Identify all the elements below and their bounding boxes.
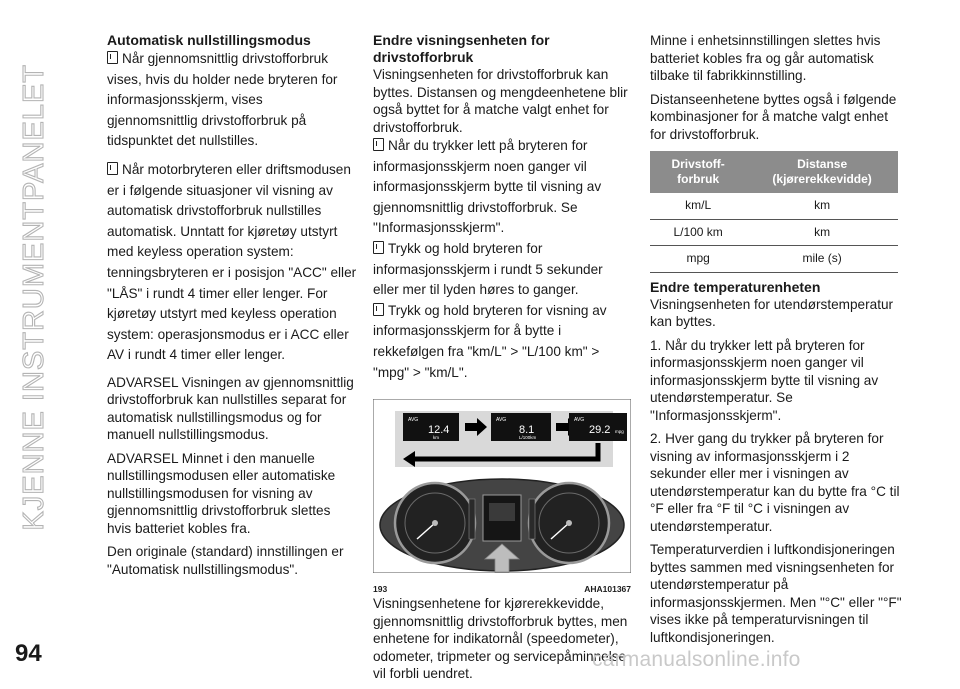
screen-3-unit: mpg: [615, 429, 624, 435]
fuel-unit-outro: Visningsenhetene for kjørerekkevidde, gjennomsnittlig drivstofforbruk byttes, men enhetene for indikatornål (speedometer), odometer, tripmeter og servicepåminnelse vil forbli uendret.: [373, 596, 628, 682]
figure-number: 193: [373, 583, 388, 594]
warning-1: ADVARSEL Visningen av gjennomsnittlig drivstofforbruk kan nullstilles separat for automatisk nullstillingsmodus og for manuell nullstillingsmodus.: [107, 374, 354, 443]
column-1: [107, 32, 357, 584]
table-cell: km: [746, 219, 898, 246]
temperature-ac-note: Temperaturverdien i luftkondisjoneringen byttes sammen med visningsenheten for utendørstemperatur på informasjonsskjermen. Men "°C" eller "°F" vises ikke på temperaturvisningen til luftkondisjoneringen.: [650, 542, 902, 645]
table-row: [650, 219, 898, 246]
screen-2-label: AVG: [496, 417, 507, 424]
paragraph-bullet-3: [373, 301, 631, 383]
paragraph-bullet-2: [373, 239, 631, 301]
fuel-unit-intro: Visningsenheten for drivstofforbruk kan byttes. Distansen og mengdeenhetene blir også byttet for å matche valgt enhet for drivstofforbruk.: [373, 67, 628, 135]
screen-2-unit: L/100km: [519, 435, 537, 441]
bullet-2-text: Trykk og hold bryteren for informasjonsskjerm i rundt 5 sekunder eller mer til lyden høres to ganger.: [373, 240, 603, 298]
column-3: [650, 32, 905, 652]
table-header-fuel: Drivstoff-forbruk: [650, 151, 746, 193]
heading-fuel-unit: Endre visningsenheten for drivstofforbruk: [373, 32, 550, 65]
note-bullet-icon: [107, 51, 118, 64]
note-bullet-icon: [107, 162, 118, 175]
default-setting-text: Den originale (standard) innstillingen er "Automatisk nullstillingsmodus".: [107, 544, 344, 577]
bullet-3-text: Trykk og hold bryteren for visning av informasjonsskjerm for å bytte i rekkefølgen fra "km/L" > "L/100 km" > "mpg" > "km/L".: [373, 302, 607, 380]
paragraph-bullet-1: [373, 136, 631, 239]
paragraph-bullet-2: [107, 160, 357, 366]
distance-unit-text: Distanseenhetene byttes også i følgende kombinasjoner for å matche valgt enhet for drivstofforbruk.: [650, 91, 897, 142]
warning-2: ADVARSEL Minnet i den manuelle nullstillingsmodusen eller automatiske nullstillingsmodusen for visning av gjennomsnittlig drivstofforbruk slettes hvis batteriet kobles fra.: [107, 450, 336, 536]
bullet-1-text: Når du trykker lett på bryteren for informasjonsskjerm noen ganger vil informasjonsskjerm bytte til visning av gjennomsnittlig drivstofforbruk. Se "Informasjonsskjerm".: [373, 138, 602, 236]
instrument-cluster-figure: [373, 399, 631, 594]
figure-caption: [373, 581, 631, 599]
column-2: [373, 32, 631, 689]
paragraph-bullet-1: [107, 49, 357, 152]
temperature-step-2: 2. Hver gang du trykker på bryteren for visning av informasjonsskjerm i 2 sekunder eller mer i visningen av utendørstemperatur kan du bytte fra °C til °F eller fra °F til °C i visningen av utendørstemperatur.: [650, 431, 900, 534]
page-number: 94: [15, 640, 42, 667]
note-bullet-icon: [373, 138, 384, 151]
table-cell: mile (s): [746, 246, 898, 273]
table-header-distance: Distanse (kjørerekkevidde): [746, 151, 898, 193]
note-bullet-icon: [373, 303, 384, 316]
heading-auto-reset: Automatisk nullstillingsmodus: [107, 32, 311, 48]
memory-text: Minne i enhetsinnstillingen slettes hvis batteriet kobles fra og går automatisk tilbake til fabrikkinnstilling.: [650, 33, 881, 83]
screen-3-label: AVG: [574, 417, 585, 424]
table-row: [650, 246, 898, 273]
table-cell: km/L: [650, 193, 746, 219]
table-row: [650, 193, 898, 219]
figure-illustration: [373, 399, 631, 573]
note-bullet-icon: [373, 241, 384, 254]
temperature-step-1: 1. Når du trykker lett på bryteren for informasjonsskjerm noen ganger vil informasjonsskjerm bytte til visning av utendørstemperatur. Se "Informasjonsskjerm".: [650, 337, 879, 423]
bullet-2-text: Når motorbryteren eller driftsmodusen er i følgende situasjoner vil visning av automatisk drivstofforbruk nullstilles automatisk. Unntatt for kjøretøy utstyrt med keyless operation system: tenningsbryteren er i posisjon "ACC" eller "LÅS" i rundt 4 timer eller lenger. For kjøretøy utstyrt med keyless operation system: operasjonsmodus er i ACC eller AV i rundt 4 timer eller lenger.: [107, 161, 357, 363]
screen-1-unit: km: [433, 435, 439, 441]
screen-1-label: AVG: [408, 417, 419, 424]
screen-2-value: 8.1: [519, 424, 535, 437]
unit-combination-table: [650, 151, 898, 273]
section-side-title: [8, 12, 60, 582]
heading-temperature-unit: Endre temperaturenheten: [650, 278, 821, 295]
watermark: carmanualsonline.info: [592, 648, 801, 671]
bullet-1-text: Når gjennomsnittlig drivstofforbruk vises, hvis du holder nede bryteren for informasjonsskjerm, vises gjennomsnittlig drivstofforbruk på tidspunktet det nullstilles.: [107, 51, 338, 149]
screen-3-value: 29.2: [589, 424, 611, 437]
screen-1-value: 12.4: [428, 424, 450, 437]
figure-code: AHA101367: [584, 583, 631, 594]
side-title-text: KJENNE INSTRUMENTPANELET: [17, 63, 50, 531]
table-cell: mpg: [650, 246, 746, 273]
table-cell: L/100 km: [650, 219, 746, 246]
temperature-intro: Visningsenheten for utendørstemperatur kan byttes.: [650, 296, 894, 329]
table-cell: km: [746, 193, 898, 219]
